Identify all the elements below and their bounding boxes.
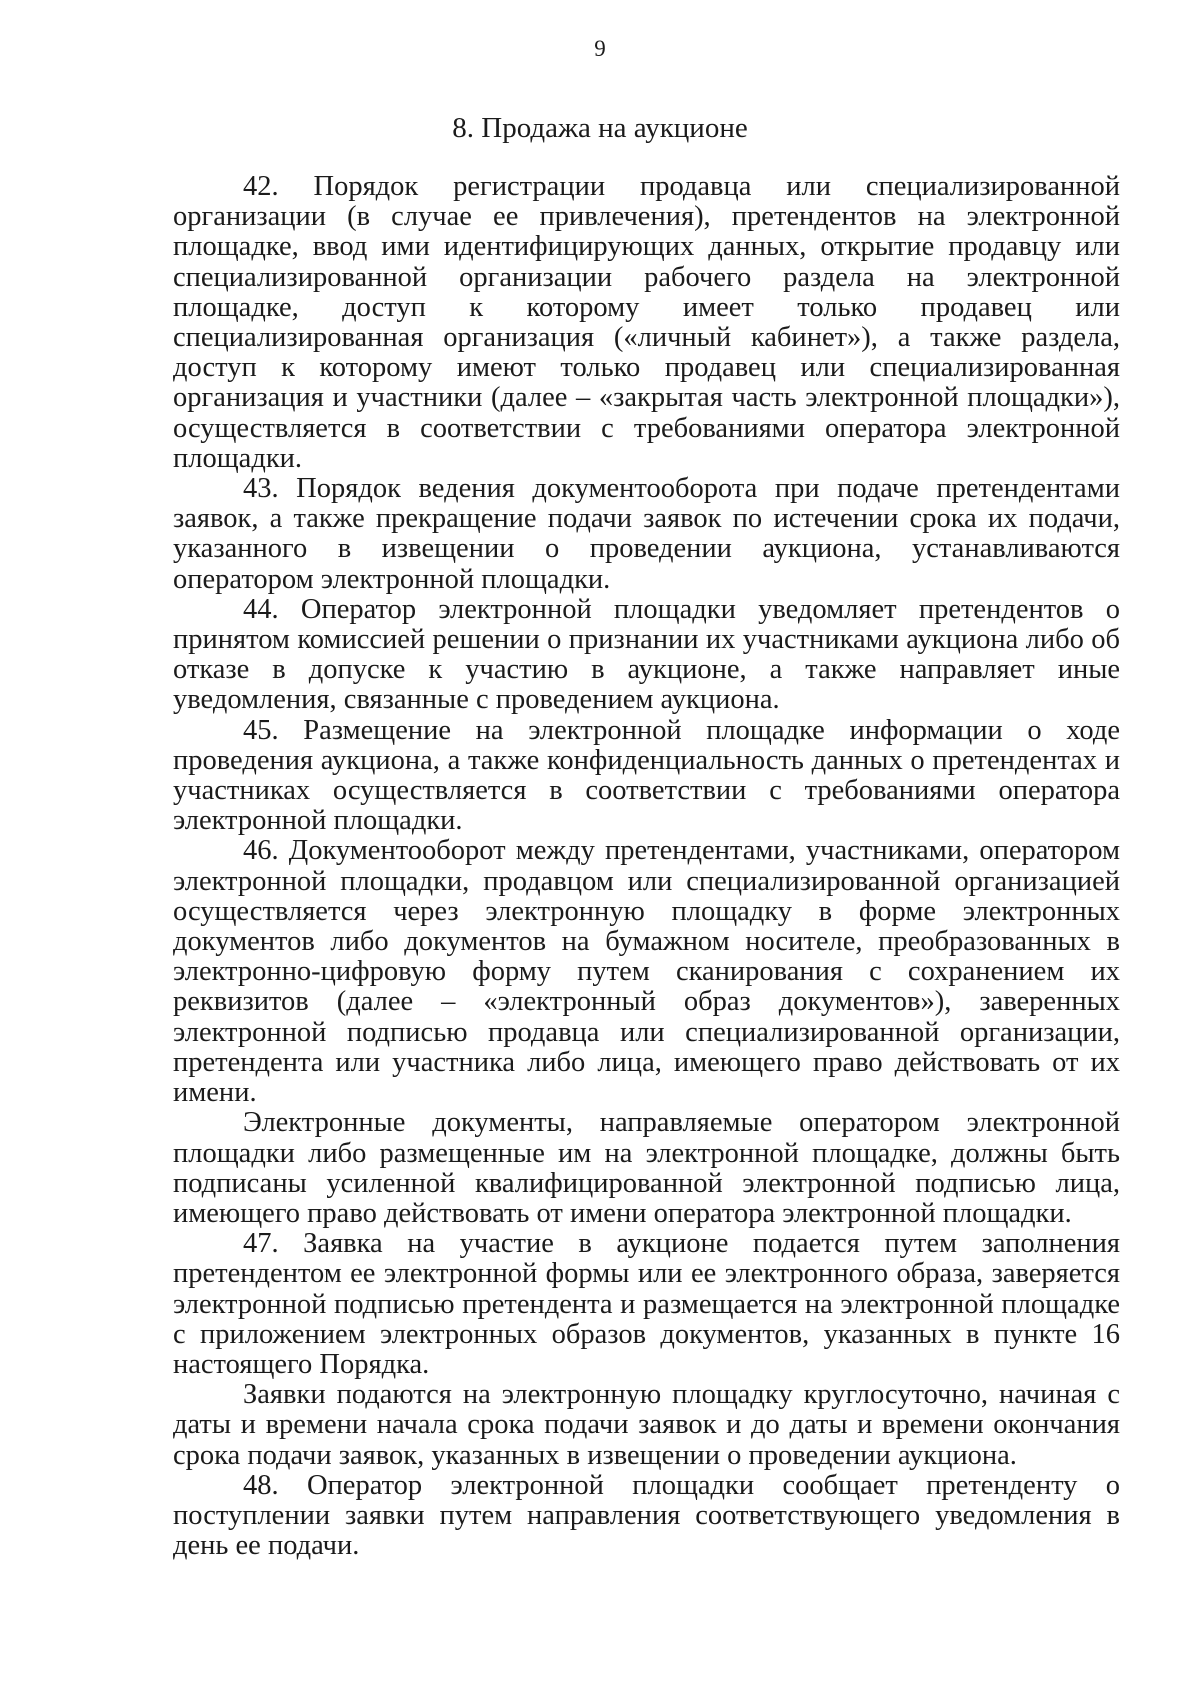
paragraph-42: 42. Порядок регистрации продавца или специализированной организации (в случае ее привлечения), претендентов на электронной площадке, ввод ими идентифицирующих данных, открытие продавцу или специализированной организации рабочего раздела на электронной площадке, доступ к которому имеет только продавец или специализированная организация («личный кабинет»), а также раздела, доступ к которому имеют только продавец или специализированная организация и участники (далее – «закрытая часть электронной площадки»), осуществляется в соответствии с требованиями оператора электронной площадки. [173,171,1120,474]
page-number: 9 [594,36,606,61]
document-body [173,172,1120,1561]
paragraph-48: 48. Оператор электронной площадки сообщает претенденту о поступлении заявки путем направления соответствующего уведомления в день ее подачи. [173,1469,1120,1562]
section-title: 8. Продажа на аукционе [452,112,748,144]
paragraph-43: 43. Порядок ведения документооборота при подаче претендентами заявок, а также прекращение подачи заявок по истечении срока их подачи, указанного в извещении о проведении аукциона, устанавливаются оператором электронной площадки. [173,473,1120,595]
paragraph-44: 44. Оператор электронной площадки уведомляет претендентов о принятом комиссией решении о признании их участниками аукциона либо об отказе в допуске к участию в аукционе, а также направляет иные уведомления, связанные с проведением аукциона. [173,593,1120,716]
paragraph-47: 47. Заявка на участие в аукционе подается путем заполнения претендентом ее электронной формы или ее электронного образа, заверяется электронной подписью претендента и размещается на электронной площадке с приложением электронных образов документов, указанных в пункте 16 настоящего Порядка. [173,1228,1120,1380]
paragraph-47-continued: Заявки подаются на электронную площадку круглосуточно, начиная с даты и времени начала срока подачи заявок и до даты и времени окончания срока подачи заявок, указанных в извещении о проведении аукциона. [173,1379,1120,1471]
paragraph-45: 45. Размещение на электронной площадке информации о ходе проведения аукциона, а также конфиденциальность данных о претендентах и участниках осуществляется в соответствии с требованиями оператора электронной площадки. [173,714,1120,837]
paragraph-46-continued: Электронные документы, направляемые оператором электронной площадки либо размещенные им на электронной площадке, должны быть подписаны усиленной квалифицированной электронной подписью лица, имеющего право действовать от имени оператора электронной площадки. [173,1107,1120,1229]
paragraph-46: 46. Документооборот между претендентами, участниками, оператором электронной площадки, продавцом или специализированной организацией осуществляется через электронную площадку в форме электронных документов либо документов на бумажном носителе, преобразованных в электронно-цифровую форму путем сканирования с сохранением их реквизитов (далее – «электронный образ документов»), заверенных электронной подписью продавца или специализированной организации, претендента или участника либо лица, имеющего право действовать от их имени. [173,835,1120,1109]
